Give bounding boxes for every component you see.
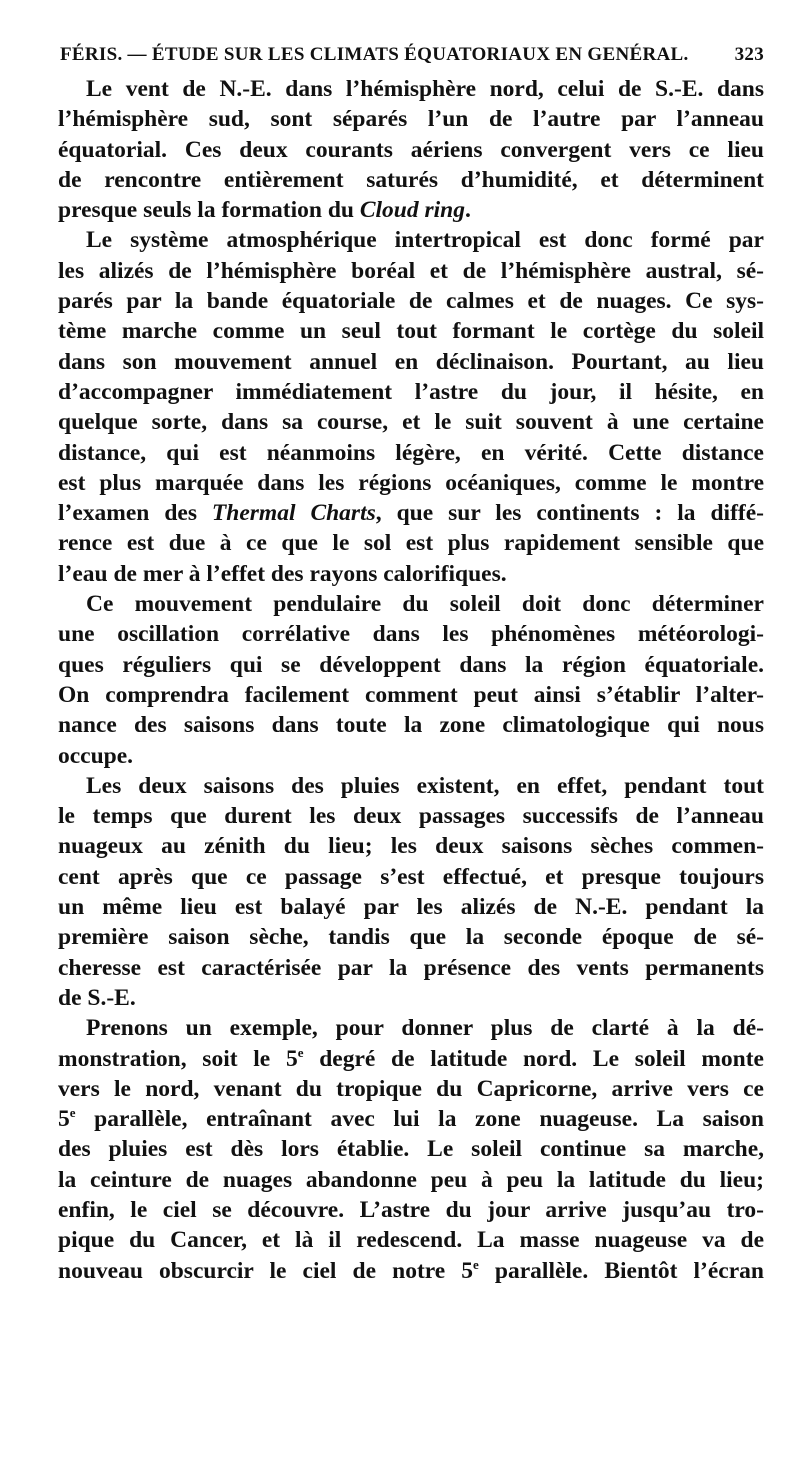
text-segment: le temps que durent les deux passages successifs de l’anneau: [58, 803, 764, 830]
text-line: [58, 316, 764, 346]
text-segment: l’eau de mer à l’effet des rayons calorifiques.: [58, 560, 507, 587]
body-text: [58, 74, 764, 1286]
running-head: [58, 44, 764, 66]
text-line: [58, 650, 764, 680]
text-line: [58, 1104, 764, 1134]
text-segment: , que sur les continents : la diffé-: [375, 500, 764, 527]
text-line: [58, 1074, 764, 1104]
text-segment: Les deux saisons des pluies existent, en effet, pendant tout: [86, 772, 764, 799]
text-segment: ques réguliers qui se développent dans la région équatoriale.: [58, 651, 764, 678]
text-line: [58, 135, 764, 165]
text-segment: équatorial. Ces deux courants aériens convergent vers ce lieu: [58, 136, 764, 163]
text-segment: enfin, le ciel se découvre. L’astre du jour arrive jusqu’au tro-: [58, 1196, 764, 1223]
text-line: [58, 468, 764, 498]
text-segment: l’hémisphère sud, sont séparés l’un de l’autre par l’anneau: [58, 106, 764, 133]
text-segment: cent après que ce passage s’est effectué, et presque toujours: [58, 863, 764, 890]
text-segment: dans son mouvement annuel en déclinaison. Pourtant, au lieu: [58, 348, 764, 375]
text-segment: de rencontre entièrement saturés d’humidité, et déterminent: [58, 166, 764, 193]
text-segment: la ceinture de nuages abandonne peu à peu la latitude du lieu;: [58, 1166, 764, 1193]
text-line: [58, 710, 764, 740]
text-line: [58, 195, 764, 225]
text-segment: 5: [58, 1106, 70, 1133]
text-segment: nouveau obscurcir le ciel de notre 5: [58, 1257, 474, 1284]
text-line: [58, 438, 764, 468]
text-line: [58, 1165, 764, 1195]
text-line: [58, 922, 764, 952]
running-title: FÉRIS. — ÉTUDE SUR LES CLIMATS ÉQUATORIAUX EN GENÉRAL.: [60, 44, 689, 65]
text-segment: .: [465, 197, 471, 224]
text-segment: un même lieu est balayé par les alizés de N.-E. pendant la: [58, 894, 764, 921]
text-line: [58, 377, 764, 407]
text-line: [58, 741, 764, 771]
text-segment: d’accompagner immédiatement l’astre du jour, il hésite, en: [58, 378, 764, 405]
text-segment: est plus marquée dans les régions océaniques, comme le montre: [58, 469, 764, 496]
text-segment: parallèle, entraînant avec lui la zone nuageuse. La saison: [75, 1106, 764, 1133]
text-segment: nuageux au zénith du lieu; les deux saisons sèches commen-: [58, 833, 764, 860]
text-line: [58, 104, 764, 134]
text-line: [58, 1225, 764, 1255]
book-page: [58, 44, 764, 1286]
text-segment: parés par la bande équatoriale de calmes et de nuages. Ce sys-: [58, 288, 764, 315]
page-number: 323: [734, 44, 764, 65]
text-line: [58, 589, 764, 619]
text-segment: occupe.: [58, 742, 134, 769]
text-segment: rence est due à ce que le sol est plus rapidement sensible que: [58, 530, 764, 557]
text-line: [58, 1256, 764, 1286]
text-line: [58, 74, 764, 104]
text-line: [58, 1134, 764, 1164]
text-segment: nance des saisons dans toute la zone climatologique qui nous: [58, 712, 764, 739]
text-line: [58, 559, 764, 589]
text-line: [58, 498, 764, 528]
text-segment: monstration, soit le 5: [58, 1045, 298, 1072]
superscript: e: [297, 1044, 304, 1060]
text-segment: distance, qui est néanmoins légère, en vérité. Cette distance: [58, 439, 764, 466]
text-line: [58, 165, 764, 195]
text-line: [58, 528, 764, 558]
text-segment: première saison sèche, tandis que la seconde époque de sé-: [58, 924, 764, 951]
text-line: [58, 286, 764, 316]
text-segment: tème marche comme un seul tout formant le cortège du soleil: [58, 318, 764, 345]
text-segment: presque seuls la formation du: [58, 197, 360, 224]
text-line: [58, 256, 764, 286]
italic-text: Thermal Charts: [211, 500, 376, 527]
text-segment: degré de latitude nord. Le soleil monte: [303, 1045, 764, 1072]
text-line: [58, 771, 764, 801]
text-line: [58, 619, 764, 649]
text-segment: pique du Cancer, et là il redescend. La masse nuageuse va de: [58, 1227, 764, 1254]
text-line: [58, 983, 764, 1013]
text-line: [58, 892, 764, 922]
text-line: [58, 1044, 764, 1074]
text-line: [58, 407, 764, 437]
text-segment: quelque sorte, dans sa course, et le suit souvent à une certaine: [58, 409, 764, 436]
text-segment: cheresse est caractérisée par la présence des vents permanents: [58, 954, 764, 981]
text-segment: Le système atmosphérique intertropical est donc formé par: [86, 227, 764, 254]
text-line: [58, 801, 764, 831]
text-segment: Prenons un exemple, pour donner plus de clarté à la dé-: [86, 1015, 764, 1042]
text-line: [58, 1195, 764, 1225]
text-segment: l’examen des: [58, 500, 212, 527]
text-segment: de S.-E.: [58, 984, 136, 1011]
text-line: [58, 953, 764, 983]
text-line: [58, 831, 764, 861]
text-segment: On comprendra facilement comment peut ainsi s’établir l’alter-: [58, 681, 764, 708]
superscript: e: [69, 1105, 76, 1121]
text-segment: Le vent de N.-E. dans l’hémisphère nord, celui de S.-E. dans: [86, 76, 764, 102]
text-line: [58, 862, 764, 892]
text-segment: vers le nord, venant du tropique du Capricorne, arrive vers ce: [58, 1075, 764, 1102]
text-segment: parallèle. Bientôt l’écran: [478, 1257, 764, 1284]
text-segment: les alizés de l’hémisphère boréal et de l’hémisphère austral, sé-: [58, 257, 764, 284]
text-line: [58, 1013, 764, 1043]
text-segment: une oscillation corrélative dans les phénomènes météorologi-: [58, 621, 764, 648]
text-segment: Ce mouvement pendulaire du soleil doit donc déterminer: [86, 591, 764, 618]
text-line: [58, 347, 764, 377]
text-line: [58, 225, 764, 255]
italic-text: Cloud ring: [359, 197, 465, 224]
text-segment: des pluies est dès lors établie. Le soleil continue sa marche,: [58, 1136, 764, 1163]
text-line: [58, 680, 764, 710]
superscript: e: [473, 1256, 479, 1272]
